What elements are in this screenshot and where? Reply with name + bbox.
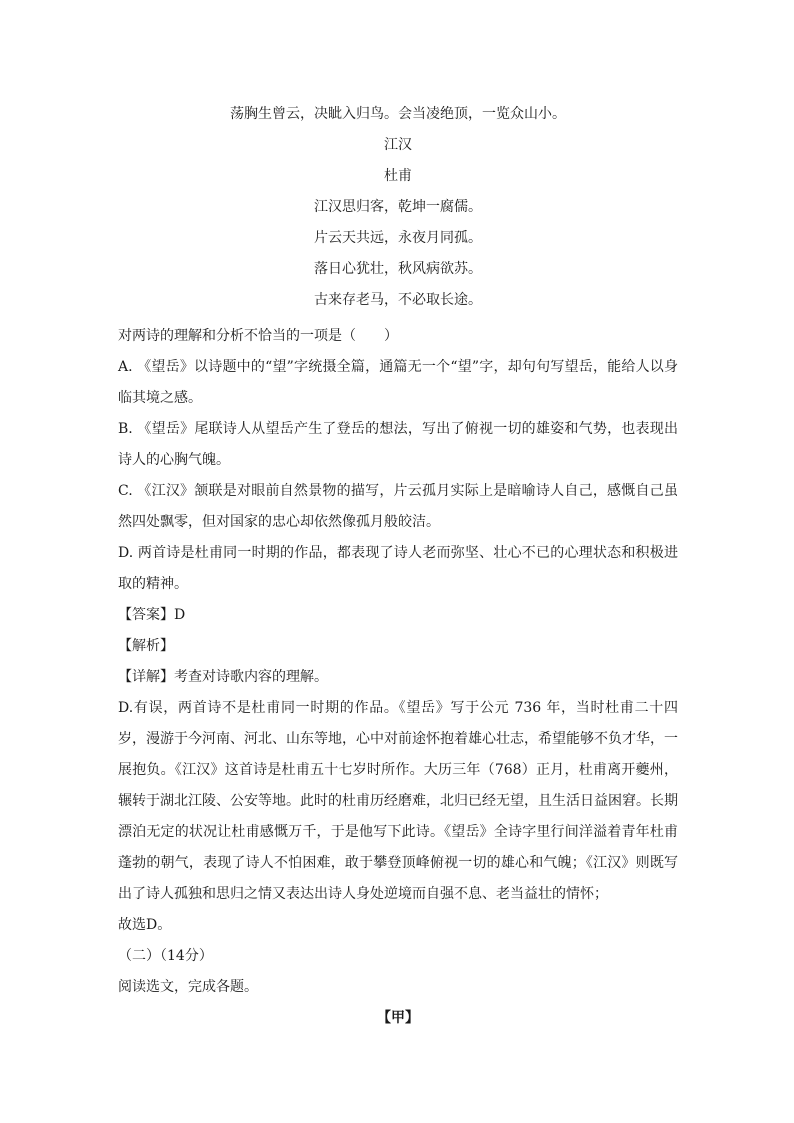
poem2-line-4: 古来存老马，不必取长途。 bbox=[314, 292, 482, 308]
option-c: C. 《江汉》颔联是对眼前自然景物的描写，片云孤月实际上是暗喻诗人自己，感慨自己虽然四处飘零，但对国家的忠心却依然像孤月般皎洁。 bbox=[118, 483, 678, 530]
explanation: D.有误，两首诗不是杜甫同一时期的作品。《望岳》写于公元 736 年，当时杜甫二十四岁，漫游于今河南、河北、山东等地，心中对前途怀抱着雄心壮志，希望能够不负才华，一展抱负。《江汉》这首诗是杜甫五十七岁时所作。大历三年（768）正月，杜甫离开夔州，辗转于湖北江陵、公安等地。此时的杜甫历经磨难，北归已经无望，且生活日益困窘。长期漂泊无定的状况让杜甫感慨万千，于是他写下此诗。《望岳》全诗字里行间洋溢着青年杜甫蓬勃的朝气，表现了诗人不怕困难，敢于攀登顶峰俯视一切的雄心和气魄；《江汉》则既写出了诗人孤独和思归之情又表达出诗人身处逆境而自强不息、老当益壮的情怀； bbox=[118, 700, 678, 902]
section-label: （二）（14分） bbox=[118, 948, 213, 964]
question-stem: 对两诗的理解和分析不恰当的一项是（ ） bbox=[118, 328, 398, 344]
poem2-author: 杜甫 bbox=[384, 168, 412, 184]
document-page bbox=[118, 98, 678, 1034]
poem2-title: 江汉 bbox=[384, 137, 412, 153]
poem2-line-2: 片云天共远，永夜月同孤。 bbox=[314, 230, 482, 246]
answer: 【答案】D bbox=[118, 607, 186, 623]
conclusion: 故选D。 bbox=[118, 917, 172, 933]
detail-label: 【详解】考查对诗歌内容的理解。 bbox=[118, 669, 328, 685]
reading-instruction: 阅读选文，完成各题。 bbox=[118, 979, 258, 995]
poem2-line-1: 江汉思归客，乾坤一腐儒。 bbox=[314, 199, 482, 215]
option-b: B. 《望岳》尾联诗人从望岳产生了登岳的想法，写出了俯视一切的雄姿和气势，也表现出诗人的心胸气魄。 bbox=[118, 421, 678, 468]
poem1-last-line: 荡胸生曾云，决眦入归鸟。会当凌绝顶，一览众山小。 bbox=[230, 106, 566, 122]
option-a: A. 《望岳》以诗题中的“望”字统摄全篇，通篇无一个“望”字，却句句写望岳，能给人以身临其境之感。 bbox=[118, 359, 678, 406]
part-label: 【甲】 bbox=[377, 1010, 419, 1026]
analysis-label: 【解析】 bbox=[118, 638, 174, 654]
poem2-line-3: 落日心犹壮，秋风病欲苏。 bbox=[314, 261, 482, 277]
option-d: D. 两首诗是杜甫同一时期的作品，都表现了诗人老而弥坚、壮心不已的心理状态和积极进取的精神。 bbox=[118, 545, 678, 592]
